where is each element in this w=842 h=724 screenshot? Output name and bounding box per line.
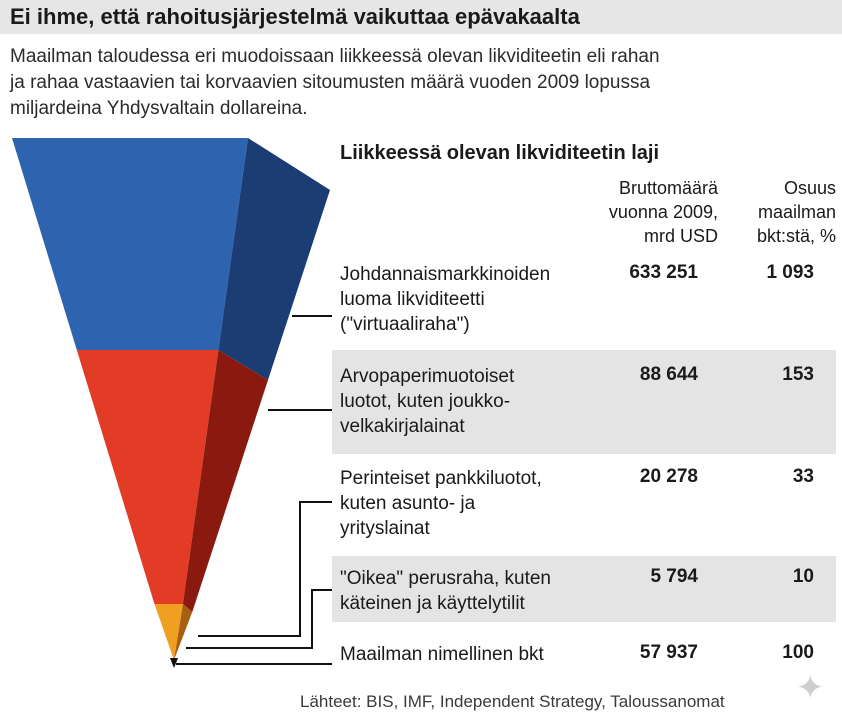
subtitle-line: ja rahaa vastaavien tai korvaavien sitoumusten määrä vuoden 2009 lopussa [10, 72, 651, 93]
row-label-line: "Oikea" perusraha, kuten [340, 568, 551, 589]
row-label-gdp [340, 642, 544, 667]
cone-blue-front [12, 138, 248, 350]
star-icon: ✦ [796, 669, 825, 707]
row-amount-securities: 88 644 [639, 364, 698, 385]
row-label-bank-loans [340, 466, 542, 541]
table-title: Liikkeessä olevan likviditeetin laji [340, 142, 660, 164]
row-label-line: ("virtuaaliraha") [340, 314, 470, 335]
row-amount-base-money: 5 794 [650, 566, 698, 587]
column-header-amount [560, 176, 718, 248]
row-label-derivatives [340, 262, 550, 337]
source-note: Lähteet: BIS, IMF, Independent Strategy, Taloussanomat [300, 692, 725, 711]
subtitle-line: miljardeina Yhdysvaltain dollareina. [10, 98, 308, 119]
column-header-line: mrd USD [643, 226, 718, 246]
row-label-line: Johdannaismarkkinoiden [340, 264, 551, 285]
row-label-line: luoma likviditeetti [340, 289, 485, 310]
row-label-line: yrityslainat [340, 518, 430, 539]
row-share-securities: 153 [782, 364, 814, 385]
row-label-line: Perinteiset pankkiluotot, [340, 468, 542, 489]
row-share-base-money: 10 [792, 566, 814, 587]
row-label-line: käteinen ja käyttelytilit [340, 593, 525, 614]
row-label-line: velkakirjalainat [340, 416, 465, 437]
chart-title: Ei ihme, että rahoitusjärjestelmä vaikuttaa epävakaalta [10, 4, 580, 29]
column-header-share [720, 176, 836, 248]
row-label-line: Arvopaperimuotoiset [340, 366, 515, 387]
row-label-line: Maailman nimellinen bkt [340, 644, 544, 665]
row-label-securities [340, 364, 514, 439]
column-header-line: Osuus [783, 178, 836, 198]
column-header-line: Bruttomäärä [618, 178, 718, 198]
row-amount-bank-loans: 20 278 [639, 466, 698, 487]
row-label-base-money [340, 566, 551, 616]
column-header-line: maailman [757, 202, 836, 222]
subtitle-line: Maailman taloudessa eri muodoissaan liikkeessä olevan likviditeetin eli rahan [10, 46, 660, 67]
column-header-line: vuonna 2009, [608, 202, 718, 222]
row-share-gdp: 100 [782, 642, 814, 663]
row-share-derivatives: 1 093 [766, 262, 814, 283]
row-label-line: luotot, kuten joukko- [340, 391, 511, 412]
column-header-line: bkt:stä, % [756, 226, 836, 246]
row-amount-derivatives: 633 251 [629, 262, 698, 283]
row-label-line: kuten asunto- ja [340, 493, 476, 514]
row-amount-gdp: 57 937 [639, 642, 698, 663]
leader-line-base-money [186, 590, 332, 648]
row-share-bank-loans: 33 [792, 466, 814, 487]
